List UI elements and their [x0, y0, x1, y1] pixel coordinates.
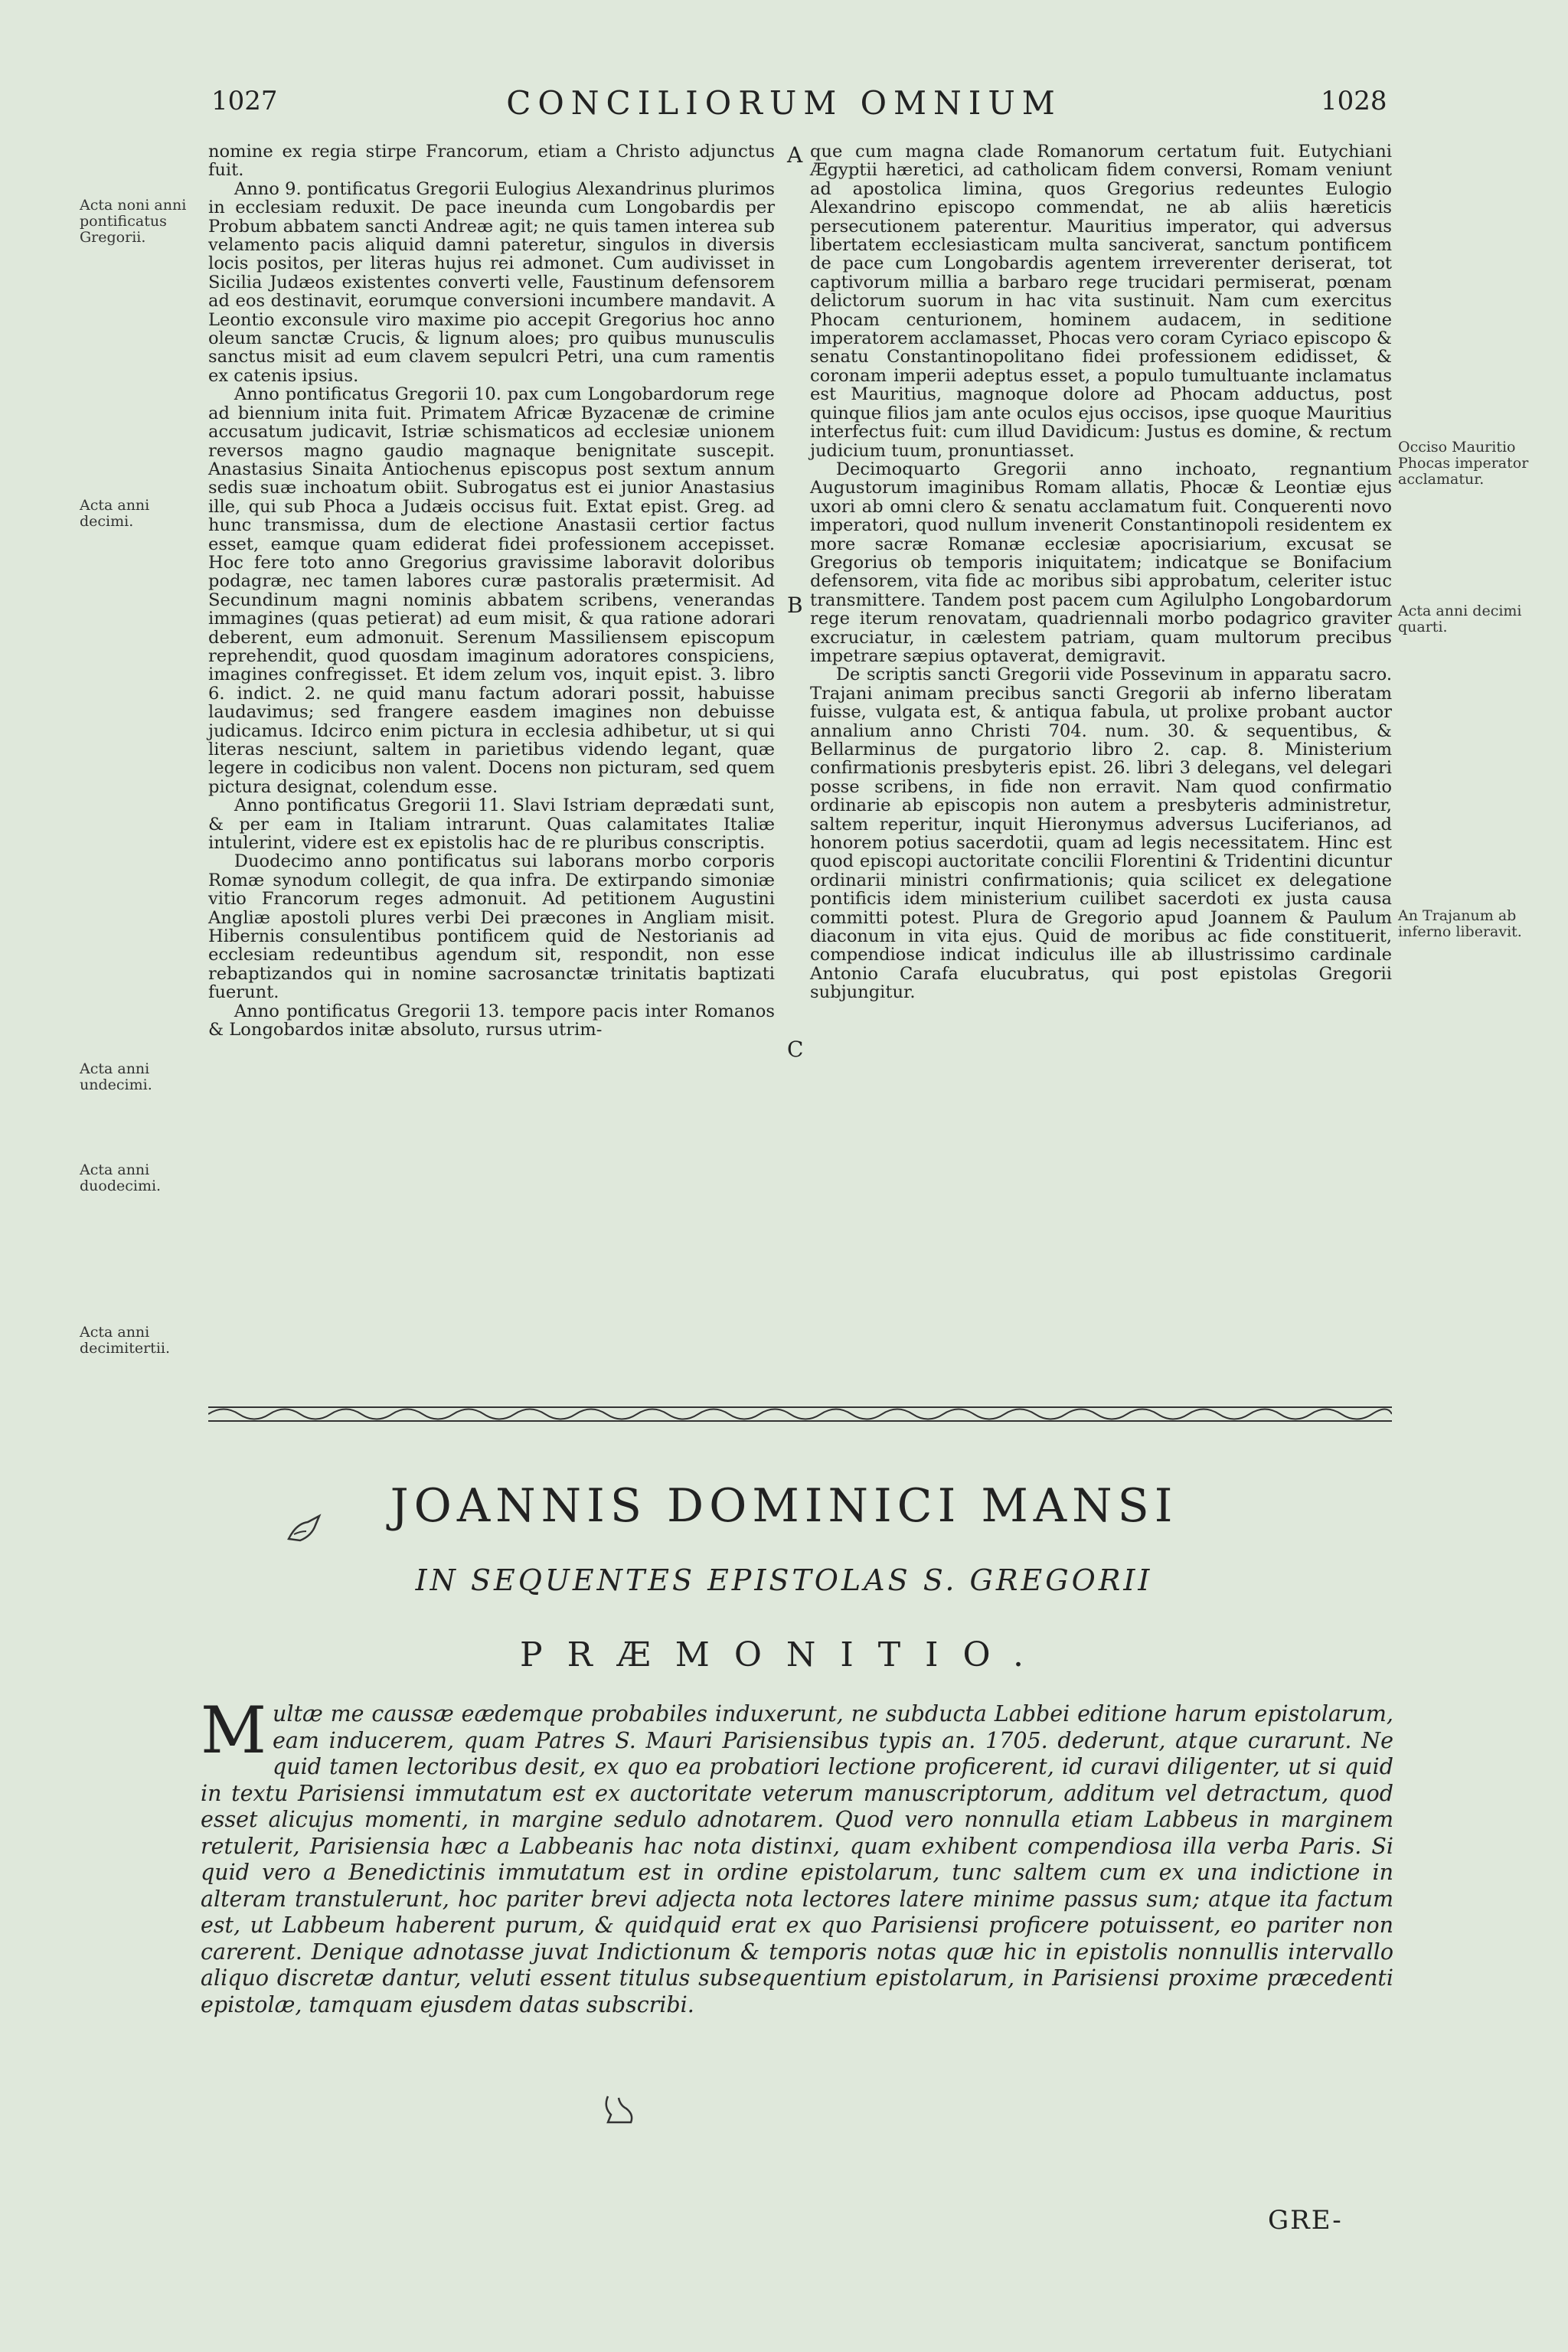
right-column [810, 142, 1392, 1002]
paragraph: Anno pontificatus Gregorii 11. Slavi Istriam deprædati sunt, & per eam in Italiam intrarunt. Quas calamitates Italiæ intulerint, videre est ex epistolis hac de re pluribus conscriptis. [208, 795, 775, 854]
margin-note-left: Acta anni duodecimi. [80, 1161, 162, 1194]
left-column [208, 142, 775, 1040]
page-number-right: 1028 [1321, 86, 1387, 116]
paragraph: De scriptis sancti Gregorii vide Possevinum in apparatu sacro. Trajani animam precibus sancti Gregorii ab inferno liberatam fuisse, vulgata est, & antiqua fabula, ut prolixe probant auctor annalium anno Christi 704. num. 30. & sequentibus, & Bellarminus de purgatorio libro 2. cap. 8. Ministerium confirmationis presbyteris epist. 26. libri 3 delegans, vel delegari posse scribens, in fide non erravit. Nam quod confirmatio ordinarie ab episcopis non autem a presbyteris administretur, saltem reperitur, inquit Hieronymus adversus Luciferianos, ad honorem potius sacerdotii, quam ad legis necessitatem. Hinc est quod episcopi auctoritate concilii Florentini & Tridentini dicuntur ordinarii ministri confirmationis; quia scilicet ex delegatione pontificis idem ministerium cuilibet sacerdoti ex justa causa committi potest. Plura de Gregorio apud Joannem & Paulum diaconum in vita ejus. Quid de moribus ac fide constituerit, compendiose indicat indiculus ille ab illustrissimo cardinale Antonio Carafa elucubratus, qui post epistolas Gregorii subjungitur. [810, 665, 1392, 1003]
margin-note-left: Acta anni decimitertii. [80, 1324, 171, 1357]
margin-note-left: Acta anni undecimi. [80, 1060, 152, 1093]
drop-cap: M [201, 1693, 267, 1768]
section-letter: B [787, 593, 803, 618]
preface-body [201, 1693, 1393, 2018]
catchword: GRE- [1268, 2205, 1343, 2236]
ornament-band [208, 1403, 1392, 1426]
paragraph: Anno pontificatus Gregorii 13. tempore pacis inter Romanos & Longobardos initæ absoluto, rursus utrim- [208, 1001, 775, 1040]
paragraph: Duodecimo anno pontificatus sui laborans morbo corporis Romæ synodum collegit, de qua infra. De extirpando simoniæ vitio Francorum reges admonuit. Ad petitionem Augustini Angliæ apostoli plures verbi Dei præcones in Angliam misit. Hibernis consulentibus pontificem quid de Nestorianis ad ecclesiam redeuntibus agendum sit, respondit, non esse rebaptizandos qui in nomine sacrosanctæ trinitatis baptizati fuerunt. [208, 851, 775, 1003]
preface-subtitle: IN SEQUENTES EPISTOLAS S. GREGORII [415, 1563, 1153, 1597]
margin-note-left: Acta noni anni pontificatus Gregorii. [80, 197, 187, 246]
margin-note-right: Occiso Mauritio Phocas imperator acclamatur. [1398, 439, 1529, 488]
section-letter: A [787, 142, 803, 168]
running-head: CONCILIORUM OMNIUM [506, 84, 1062, 122]
paragraph: Anno pontificatus Gregorii 10. pax cum Longobardorum rege ad biennium inita fuit. Primatem Africæ Byzacenæ de crimine accusatum judicavit, Istriæ schismaticos ad ecclesiæ unionem reversos magno gaudio magnaque benignitate suscepit. Anastasius Sinaita Antiochenus episcopus post sextum annum sedis suæ inchoatum obiit. Subrogatus est ei junior Anastasius ille, qui sub Phoca a Judæis occisus fuit. Extat epist. Greg. ad hunc transmissa, dum de electione Anastasii certior factus esset, eamque quam ediderat fidei professionem accepisset. Hoc fere toto anno Gregorius gravissime laboravit doloribus podagræ, nec tamen labores curæ pastoralis prætermisit. Ad Secundinum magni nominis abbatem scribens, venerandas immagines (quas petierat) ad eum misit, & qua ratione adorari deberent, eum admonuit. Serenum Massiliensem episcopum reprehendit, quod quosdam imaginum adoratores conspiciens, imagines confregisset. Et idem zelum vos, inquit epist. 3. libro 6. indict. 2. ne quid manu factum adorari possit, habuisse laudavimus; sed frangere easdem imagines non debuisse judicamus. Idcirco enim pictura in ecclesia adhibetur, ut si qui literas nesciunt, saltem in parietibus videndo legant, quæ legere in codicibus non valent. Docens non picturam, sed quem pictura designat, colendum esse. [208, 384, 775, 797]
paragraph: que cum magna clade Romanorum certatum fuit. Eutychiani Ægyptii hæretici, ad catholicam fidem conversi, Romam veniunt ad apostolica limina, quos Gregorius redeuntes Eulogio Alexandrino episcopo commendat, ne ab aliis hæreticis persecutionem paterentur. Mauritius imperator, qui adversus libertatem ecclesiasticam multa sanciverat, sanctum pontificem de pace cum Longobardis agentem irreverenter deriserat, tot captivorum millia a barbaro rege trucidari permiserat, pœnam delictorum suorum in hac vita sustinuit. Nam cum exercitus Phocam centurionem, hominem audacem, in seditione imperatorem acclamasset, Phocas vero coram Cyriaco episcopo & senatu Constantinopolitano fidei professionem edidisset, & coronam imperii adeptus esset, a populo tumultuante inclamatus est Mauritius, magnoque dolore ad Phocam adductus, post quinque filios jam ante oculos ejus occisos, ipse quoque Mauritius interfectus fuit: cum illud Davidicum: Justus es domine, & rectum judicium tuum, pronuntiasset. [810, 142, 1392, 461]
margin-note-left: Acta anni decimi. [80, 497, 150, 530]
paragraph: Anno 9. pontificatus Gregorii Eulogius Alexandrinus plurimos in ecclesiam reduxit. De pace ineunda cum Longobardis per Probum abbatem sancti Andreæ agit; ne quis tamen interea sub velamento pacis aliquid damni pateretur, singulos in diversis locis positos, per literas hujus rei admonet. Cum audivisset in Sicilia Judæos existentes converti velle, Faustinum defensorem ad eos destinavit, eorumque conversioni incumbere mandavit. A Leontio exconsule viro maxime pio accepit Gregorius hoc anno oleum sanctæ Crucis, & lignum aloes; pro quibus munusculis sanctus misit ad eum clavem sepulcri Petri, una cum ramentis ex catenis ipsius. [208, 178, 775, 386]
section-letter: C [787, 1037, 804, 1062]
margin-note-right: Acta anni decimi quarti. [1398, 603, 1522, 635]
preface-text: ultæ me caussæ eædemque probabiles induxerunt, ne subducta Labbei editione harum epistolarum, eam inducerem, quam Patres S. Mauri Parisiensibus typis an. 1705. dederunt, atque curarunt. Ne quid tamen lectoribus desit, ex quo ea probatiori lectione proficerent, id curavi diligenter, ut si quid in textu Parisiensi immutatum est ex auctoritate veterum manuscriptorum, additum vel detractum, quod esset alicujus momenti, in margine sedulo adnotarem. Quod vero nonnulla etiam Labbeus in marginem retulerit, Parisiensia hæc a Labbeanis hac nota distinxi, quam exhibent compendiosa illa verba Paris. Si quid vero a Benedictinis immutatum est in ordine epistolarum, tunc saltem cum ex una indictione in alteram transtulerunt, hoc pariter brevi adjecta nota lectores latere minime passus sum; atque ita factum est, ut Labbeum haberent purum, & quidquid erat ex quo Parisiensi proficere potuissent, eo pariter non carerent. Denique adnotasse juvat Indictionum & temporis notas quæ hic in epistolis nonnullis intervallo aliquo discretæ dantur, veluti essent titulus subsequentium epistolarum, in Parisiensi proxime præcedenti epistolæ, tamquam ejusdem datas subscribi. [201, 1701, 1393, 2017]
preface-author: JOANNIS DOMINICI MANSI [390, 1479, 1178, 1533]
paragraph: nomine ex regia stirpe Francorum, etiam a Christo adjunctus fuit. [208, 142, 775, 181]
page-number-left: 1027 [211, 86, 278, 116]
preface-title: PRÆMONITIO. [520, 1635, 1048, 1674]
hand-pointer-icon [600, 2092, 639, 2127]
margin-note-right: An Trajanum ab inferno liberavit. [1398, 907, 1522, 940]
paragraph: Decimoquarto Gregorii anno inchoato, regnantium Augustorum imaginibus Romam allatis, Phocæ & Leontiæ ejus uxori ab omni clero & senatu acclamatum fuit. Conquerenti novo imperatori, quod nullum invenerit Constantinopoli residentem ex more sacræ Romanæ ecclesiæ apocrisiarium, excusat se Gregorius ob temporis iniquitatem; indicatque se Bonifacium defensorem, vita fide ac moribus sibi approbatum, celeriter istuc transmittere. Tandem post pacem cum Agilulpho Longobardorum rege iterum renovatam, quadriennali morbo podagrico graviter excruciatur, in cælestem patriam, quam multorum precibus impetrare sæpius optaverat, demigravit. [810, 459, 1392, 666]
